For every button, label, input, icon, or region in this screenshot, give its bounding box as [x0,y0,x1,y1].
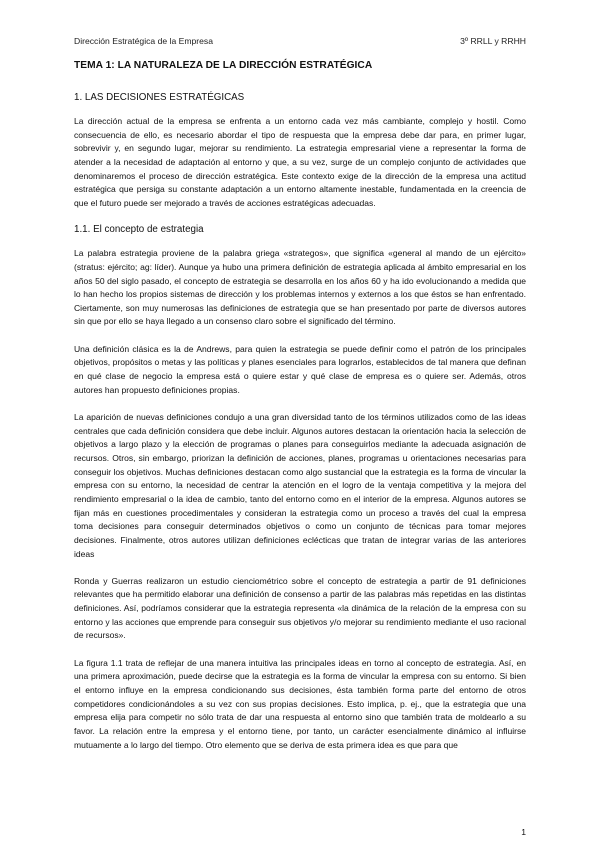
paragraph-intro: La dirección actual de la empresa se enfrenta a un entorno cada vez más cambiante, complejo y hostil. Como consecuencia de ello, es necesario abordar el tipo de respuesta que la empresa debe dar para, en primer lugar, sobrevivir y, en segundo lugar, mejorar su rendimiento. La estrategia empresarial viene a representar la forma de atender a la necesidad de adaptación al entorno y que, a su vez, surge de un complejo conjunto de actividades que denominaremos el proceso de dirección estratégica. Este contexto exige de la dirección de la empresa una actitud estratégica que persiga su constante adaptación a un entorno altamente inestable, fundamentada en la creencia de que el futuro puede ser mejorado a través de acciones estratégicas adecuadas. [74,116,526,208]
section-heading: 1. LAS DECISIONES ESTRATÉGICAS [74,92,245,103]
header-course-level: 3º RRLL y RRHH [460,36,526,46]
paragraph-figure-reference: La figura 1.1 trata de reflejar de una manera intuitiva las principales ideas en torno al concepto de estrategia. Así, en una primera aproximación, puede decirse que la estrategia es la forma de vincular la empresa con su entorno. Si bien el entorno influye en la empresa condicionando sus decisiones, ésta también forma parte del entorno de otros competidores condicionándoles a su vez con sus propias decisiones. Esto implica, p. ej., que la estrategia que una empresa elija para competir no sólo trata de dar una respuesta al entorno sino que también trata de moldearlo a su favor. La relación entre la empresa y el entorno tiene, por tanto, un carácter esencialmente dinámico al influirse mutuamente a lo largo del tiempo. Otro elemento que se deriva de esta primera idea es que para que [74,657,526,750]
page-title: TEMA 1: LA NATURALEZA DE LA DIRECCIÓN ESTRATÉGICA [74,60,373,71]
subsection-heading: 1.1. El concepto de estrategia [74,224,204,236]
paragraph-etymology: La palabra estrategia proviene de la palabra griega «strategos», que significa «general al mando de un ejército» (stratus: ejército; ag: líder). Aunque ya hubo una primera definición de estrategia aplicada al ámbito empresarial en los años 50 del siglo pasado, el concepto de estrategia se desarrolla en los años 60 y ha ido evolucionando a medida que lo han hecho los propios sistemas de dirección y los problemas internos y externos a los que éstos se han enfrentado. Ciertamente, son muy numerosas las definiciones de estrategia que se han presentado por parte de diversos autores sin que por ello se haya llegado a un consenso claro sobre el significado del término. [74,248,526,327]
page-number: 1 [521,827,526,837]
paragraph-definitions-diversity: La aparición de nuevas definiciones condujo a una gran diversidad tanto de los términos utilizados como de las ideas centrales que cada definición considera que debe incluir. Algunos autores destacan la orientación hacia la selección de objetivos a largo plazo y la elección de programas o planes para conseguirlos mediante la adecuada asignación de recursos. Otros, sin embargo, priorizan la definición de acciones, planes, programas u orientaciones necesarias para conseguir los objetivos. Muchas definiciones destacan como algo sustancial que la estrategia es la forma de vincular la empresa con su entorno, la necesidad de centrar la atención en el logro de la ventaja competitiva y la mejora del rendimiento empresarial o la idea de cambio, tanto del entorno como en el interior de la empresa. Algunos autores se fijan más en cuestiones procedimentales y consideran la estrategia como un proceso a través del cual la empresa toma decisiones para conseguir determinados objetivos o como un conjunto de técnicas para tomar mejores decisiones. Finalmente, otros autores utilizan definiciones eclécticas que tratan de integrar varias de las anteriores ideas [74,411,526,559]
paragraph-consensus-definition: Ronda y Guerras realizaron un estudio cienciométrico sobre el concepto de estrategia a partir de 91 definiciones relevantes que ha permitido elaborar una definición de consenso a partir de las palabras más repetidas en las distintas definiciones. Así, podríamos considerar que la estrategia representa «la dinámica de la relación de la empresa con su entorno y las acciones que emprende para conseguir sus objetivos y/o mejorar su rendimiento mediante el uso racional de recursos». [74,575,526,641]
header-course-title: Dirección Estratégica de la Empresa [74,36,213,46]
paragraph-andrews-definition: Una definición clásica es la de Andrews, para quien la estrategia se puede definir como el patrón de los principales objetivos, propósitos o metas y las políticas y planes esenciales para lograrlos, establecidos de tal manera que definan en qué clase de negocio la empresa está o quiere estar y qué clase de empresa es o quiere ser. Además, otros autores han propuesto definiciones propias. [74,343,526,395]
document-body [74,60,526,766]
